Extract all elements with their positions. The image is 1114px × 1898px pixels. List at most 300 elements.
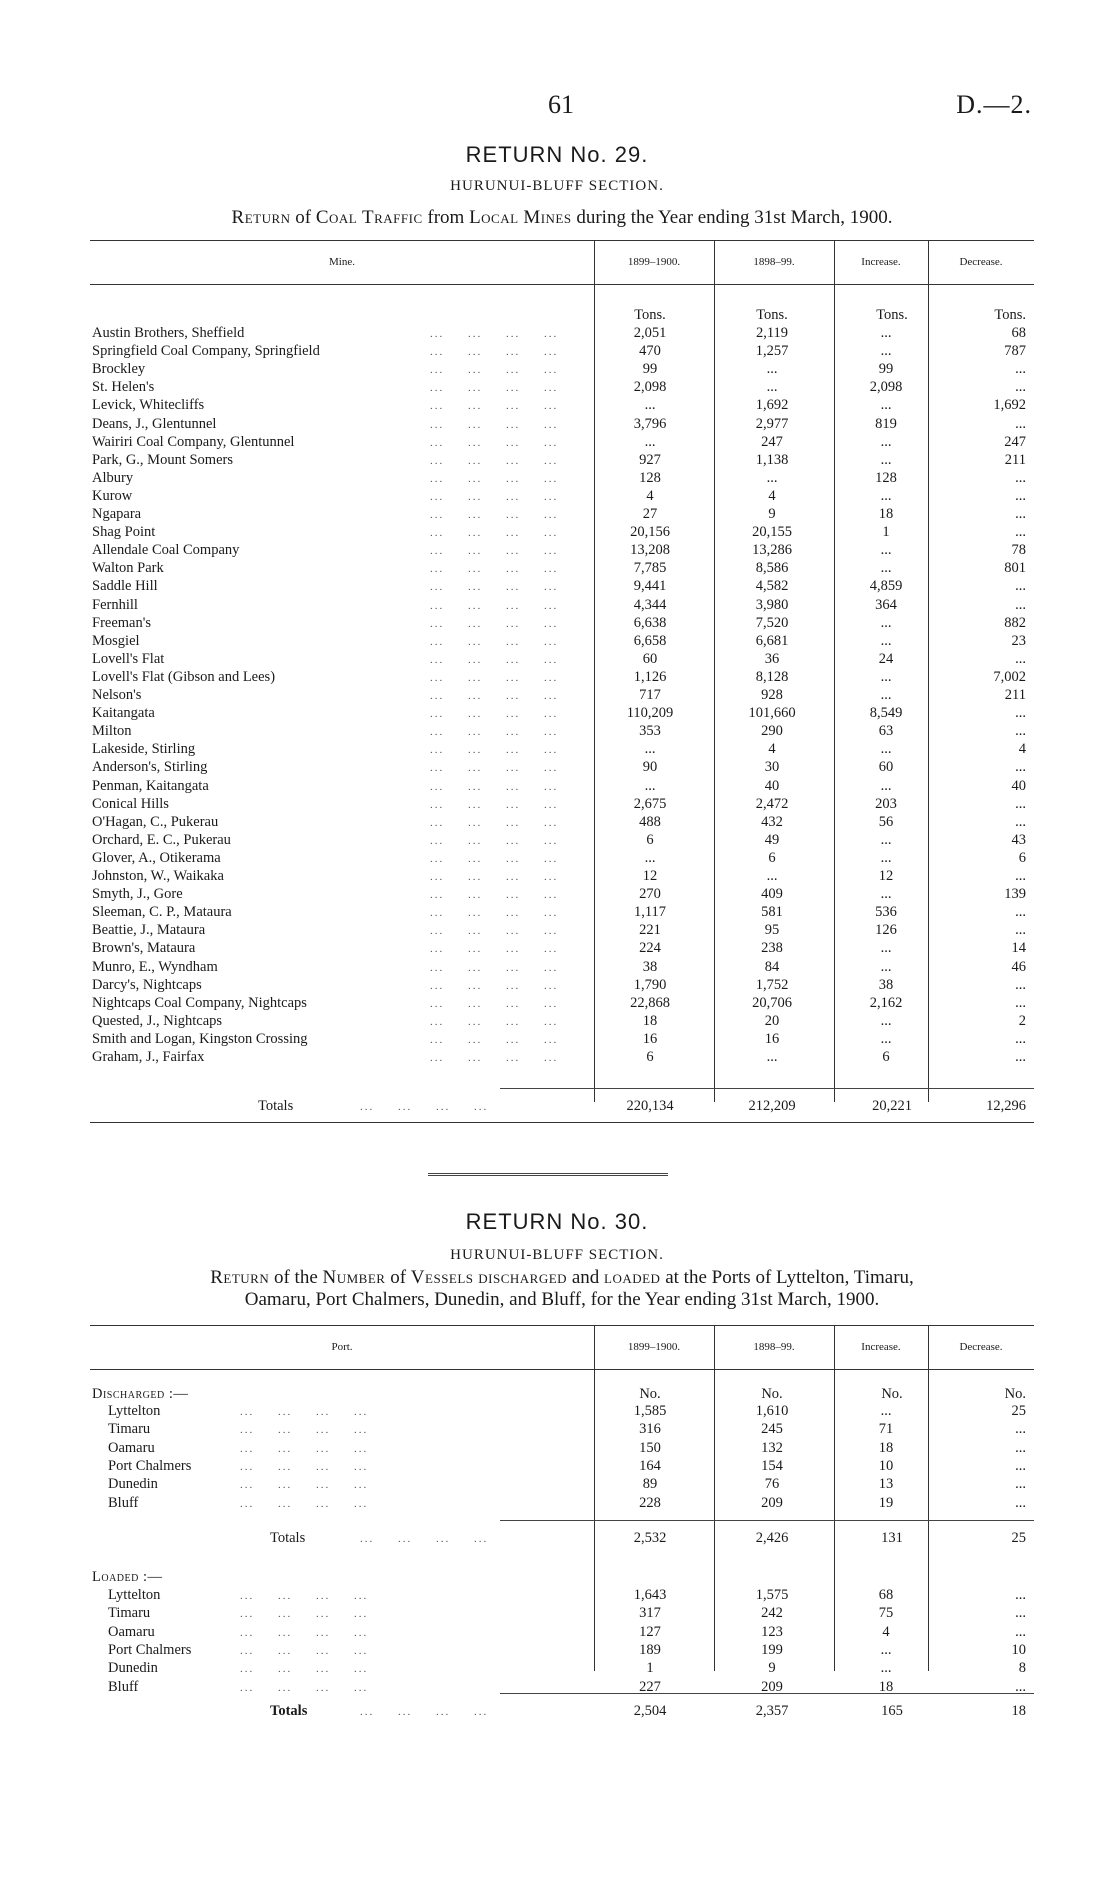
table-row: Saddle Hill 9,441 4,582 4,859 ... ... ... ... ... — [92, 578, 1026, 595]
table-row: Sleeman, C. P., Mataura 1,117 581 536 ... ... ... ... ... — [92, 904, 1026, 921]
table-row: Kurow 4 4 ... ... ... ... ... ... — [92, 487, 1026, 504]
value-1898-99: 36 — [764, 650, 780, 667]
table-row: Brockley 99 ... 99 ... ... ... ... ... — [92, 361, 1026, 378]
value-decrease: ... — [1015, 1494, 1026, 1511]
row-name: Penman, Kaitangata — [92, 777, 209, 794]
value-1899-1900: 6,658 — [633, 632, 667, 649]
vessels-table — [90, 1325, 1034, 1719]
value-1899-1900: 353 — [639, 723, 661, 740]
value-1899-1900: 2,051 — [633, 325, 667, 341]
table-row: Bluff 228 209 19 ... ... ... ... ... — [108, 1494, 1026, 1511]
value-1899-1900: 227 — [639, 1678, 661, 1695]
table-row: Timaru 316 245 71 ... ... ... ... ... — [108, 1421, 1026, 1438]
value-1898-99: 4,582 — [755, 578, 789, 595]
value-1899-1900: 270 — [639, 886, 661, 903]
value-decrease: ... — [1015, 904, 1026, 921]
value-decrease: ... — [1015, 1678, 1026, 1695]
value-1898-99: 1,575 — [755, 1587, 789, 1603]
value-1898-99: 9 — [768, 1660, 776, 1677]
value-1899-1900: 150 — [639, 1439, 661, 1456]
value-1898-99: 245 — [761, 1421, 783, 1438]
value-increase: 18 — [878, 506, 894, 522]
table-row: Penman, Kaitangata ... 40 ... 40 ... ... ... ... — [92, 777, 1026, 794]
value-increase: ... — [880, 1660, 892, 1677]
row-name: Beattie, J., Mataura — [92, 922, 206, 939]
value-1898-99: 123 — [761, 1623, 783, 1640]
value-1899-1900: 1,117 — [633, 904, 667, 921]
value-1898-99: 1,692 — [755, 397, 789, 414]
value-1898-99: 209 — [761, 1678, 783, 1695]
value-decrease: ... — [1015, 578, 1026, 595]
value-increase: 8,549 — [869, 705, 903, 722]
value-increase: ... — [880, 433, 892, 450]
table-row: Dunedin 1 9 ... 8 ... ... ... ... — [108, 1660, 1026, 1677]
row-name: Albury — [92, 469, 134, 486]
value-1899-1900: 1,643 — [633, 1587, 667, 1603]
table-row: Fernhill 4,344 3,980 364 ... ... ... ... ... — [92, 596, 1026, 613]
value-1898-99: 199 — [761, 1641, 783, 1658]
value-increase: ... — [880, 325, 892, 341]
row-name: St. Helen's — [92, 379, 155, 396]
value-increase: ... — [880, 542, 892, 559]
total-increase: 20,221 — [872, 1098, 912, 1114]
value-decrease: ... — [1015, 795, 1026, 812]
row-name: Shag Point — [92, 524, 156, 541]
table-row: Graham, J., Fairfax 6 ... 6 ... ... ... ... ... — [92, 1049, 1026, 1065]
value-increase: 203 — [875, 795, 897, 812]
value-decrease: ... — [1015, 868, 1026, 884]
value-increase: ... — [880, 1641, 892, 1658]
value-decrease: ... — [1015, 469, 1026, 486]
table-row: Wairiri Coal Company, Glentunnel ... 247 ... 247 ... ... ... ... — [92, 433, 1026, 450]
row-name: Levick, Whitecliffs — [92, 397, 205, 414]
return-29-caption: Return of Coal Traffic from Local Mines during the Year ending 31st March, 1900. — [231, 207, 893, 228]
table-row: Bluff 227 209 18 ... ... ... ... ... — [108, 1678, 1026, 1695]
value-1899-1900: 90 — [642, 759, 658, 776]
row-name: Lovell's Flat (Gibson and Lees) — [92, 668, 276, 685]
row-name: Timaru — [108, 1421, 151, 1438]
table-row: Dunedin 89 76 13 ... ... ... ... ... — [108, 1476, 1026, 1493]
value-1899-1900: 60 — [642, 650, 658, 667]
value-increase: 819 — [875, 415, 897, 432]
value-1898-99: 409 — [761, 886, 783, 903]
table-row: Anderson's, Stirling 90 30 60 ... ... ... ... ... — [92, 759, 1026, 776]
value-1898-99: 247 — [761, 433, 783, 450]
value-decrease: 46 — [1011, 958, 1026, 975]
value-decrease: ... — [1015, 1421, 1026, 1438]
value-decrease: ... — [1015, 524, 1026, 541]
value-1898-99: 928 — [761, 687, 783, 703]
value-1899-1900: 18 — [642, 1012, 658, 1029]
row-name: Brown's, Mataura — [92, 940, 196, 957]
value-1899-1900: 22,868 — [630, 994, 670, 1011]
total-1899-1900: 220,134 — [626, 1098, 674, 1114]
value-decrease: ... — [1015, 1457, 1026, 1474]
value-1899-1900: 1 — [646, 1660, 654, 1677]
value-1898-99: 2,119 — [755, 325, 789, 341]
value-1898-99: 20 — [764, 1012, 780, 1029]
row-name: Bluff — [108, 1678, 139, 1695]
table-row: Lovell's Flat (Gibson and Lees) 1,126 8,128 ... 7,002 ... ... ... ... — [92, 668, 1026, 685]
value-decrease: 4 — [1018, 741, 1026, 758]
row-name: Graham, J., Fairfax — [92, 1049, 205, 1065]
row-name: Quested, J., Nightcaps — [92, 1012, 223, 1029]
value-1898-99: ... — [766, 868, 778, 884]
value-1898-99: 6 — [768, 849, 776, 866]
discharged-label: Discharged :— — [92, 1386, 189, 1402]
row-name: Darcy's, Nightcaps — [92, 976, 202, 993]
value-increase: 63 — [878, 723, 894, 740]
value-decrease: ... — [1015, 1439, 1026, 1456]
row-name: Orchard, E. C., Pukerau — [92, 831, 231, 848]
value-increase: ... — [880, 1030, 892, 1047]
value-decrease: ... — [1015, 723, 1026, 740]
table-row: Park, G., Mount Somers 927 1,138 ... 211 ... ... ... ... — [92, 451, 1026, 468]
value-decrease: ... — [1015, 1030, 1026, 1047]
table-row: Shag Point 20,156 20,155 1 ... ... ... ... ... — [92, 524, 1026, 541]
value-decrease: ... — [1015, 1605, 1026, 1622]
value-1899-1900: 2,675 — [633, 795, 667, 812]
document-reference: D.—2. — [956, 90, 1032, 119]
value-1898-99: 2,472 — [755, 795, 789, 812]
section-divider — [428, 1173, 668, 1176]
discharged-totals-row: Totals ... ... ... ... 2,532 2,426 131 25 — [270, 1530, 1026, 1546]
page-header — [0, 90, 1114, 120]
row-name: Allendale Coal Company — [92, 542, 240, 559]
loaded-label: Loaded :— — [92, 1569, 163, 1585]
row-name: Wairiri Coal Company, Glentunnel — [92, 433, 295, 450]
value-1898-99: 30 — [764, 759, 780, 776]
value-increase: 19 — [878, 1494, 894, 1511]
value-1899-1900: ... — [644, 397, 656, 414]
col-header-decrease: Decrease. — [959, 1341, 1003, 1353]
col-header-increase: Increase. — [861, 256, 901, 268]
value-1898-99: 242 — [761, 1605, 783, 1622]
value-increase: ... — [880, 632, 892, 649]
value-increase: ... — [880, 451, 892, 468]
value-1898-99: ... — [766, 361, 778, 378]
row-name: Austin Brothers, Sheffield — [92, 325, 245, 341]
value-1898-99: 154 — [761, 1457, 783, 1474]
value-decrease: ... — [1015, 650, 1026, 667]
value-decrease: 43 — [1011, 831, 1026, 848]
value-1898-99: 76 — [764, 1476, 780, 1493]
value-increase: 24 — [878, 650, 894, 667]
value-decrease: 2 — [1018, 1012, 1026, 1029]
table-row: O'Hagan, C., Pukerau 488 432 56 ... ... ... ... ... — [92, 813, 1026, 830]
row-name: Smyth, J., Gore — [92, 886, 183, 903]
value-1899-1900: 13,208 — [630, 542, 670, 559]
table-row: Lyttelton 1,643 1,575 68 ... ... ... ... ... — [108, 1587, 1026, 1603]
table-row: Smith and Logan, Kingston Crossing 16 16 ... ... ... ... ... ... — [92, 1030, 1026, 1047]
row-name: Springfield Coal Company, Springfield — [92, 343, 320, 360]
value-increase: ... — [880, 1403, 892, 1419]
value-1899-1900: 4 — [646, 487, 654, 504]
table-row: Lakeside, Stirling ... 4 ... 4 ... ... ... ... — [92, 741, 1026, 758]
value-decrease: ... — [1015, 1049, 1026, 1065]
value-decrease: ... — [1015, 487, 1026, 504]
value-1899-1900: 16 — [642, 1030, 658, 1047]
value-decrease: 801 — [1004, 560, 1026, 577]
value-increase: ... — [880, 687, 892, 703]
value-1898-99: 290 — [761, 723, 783, 740]
value-increase: 18 — [878, 1678, 894, 1695]
row-name: Milton — [92, 723, 132, 740]
table-row: Austin Brothers, Sheffield 2,051 2,119 ... 68 ... ... ... ... — [92, 325, 1026, 341]
col-header-1898-99: 1898–99. — [753, 256, 795, 268]
table-row: Kaitangata 110,209 101,660 8,549 ... ... ... ... ... — [92, 705, 1026, 722]
table-row: Timaru 317 242 75 ... ... ... ... ... — [108, 1605, 1026, 1622]
value-1898-99: 2,977 — [755, 415, 789, 432]
table-row: Glover, A., Otikerama ... 6 ... 6 ... ... ... ... — [92, 849, 1026, 866]
value-1898-99: 6,681 — [755, 632, 789, 649]
value-decrease: 6 — [1018, 849, 1026, 866]
value-decrease: 40 — [1011, 777, 1026, 794]
value-increase: ... — [880, 741, 892, 758]
table-row: Munro, E., Wyndham 38 84 ... 46 ... ... ... ... — [92, 958, 1026, 975]
value-1899-1900: 89 — [642, 1476, 658, 1493]
table-row: Quested, J., Nightcaps 18 20 ... 2 ... ... ... ... — [92, 1012, 1026, 1029]
value-1899-1900: 127 — [639, 1623, 661, 1640]
row-name: Lovell's Flat — [92, 650, 165, 667]
value-1898-99: 238 — [761, 940, 783, 957]
col-header-increase: Increase. — [861, 1341, 901, 1353]
value-1899-1900: 6,638 — [633, 614, 667, 631]
return-29-title: RETURN No. 29. — [465, 142, 649, 167]
table-row: Orchard, E. C., Pukerau 6 49 ... 43 ... ... ... ... — [92, 831, 1026, 848]
table-row: Oamaru 150 132 18 ... ... ... ... ... — [108, 1439, 1026, 1456]
value-1898-99: 20,155 — [752, 524, 792, 541]
value-1899-1900: 2,098 — [633, 379, 667, 396]
value-1898-99: 84 — [764, 958, 780, 975]
row-name: Deans, J., Glentunnel — [92, 415, 217, 432]
value-1899-1900: ... — [644, 433, 656, 450]
col-header-port: Port. — [331, 1341, 353, 1353]
row-name: Munro, E., Wyndham — [92, 958, 218, 975]
value-1899-1900: 110,209 — [626, 705, 674, 722]
return-29-section: HURUNUI-BLUFF SECTION. — [450, 178, 664, 194]
row-name: Oamaru — [108, 1439, 155, 1456]
value-1898-99: 9 — [768, 506, 776, 522]
value-1899-1900: 1,126 — [633, 668, 667, 685]
row-name: Fernhill — [92, 596, 138, 613]
value-decrease: ... — [1015, 415, 1026, 432]
totals-row: Totals ... ... ... ... 220,134 212,209 20,221 12,296 — [258, 1098, 1026, 1114]
value-1899-1900: ... — [644, 849, 656, 866]
return-30-title: RETURN No. 30. — [465, 1209, 649, 1234]
row-name: Dunedin — [108, 1476, 158, 1493]
row-name: Mosgiel — [92, 632, 140, 649]
coal-traffic-table — [90, 240, 1034, 1120]
value-1898-99: 49 — [764, 831, 780, 848]
value-1899-1900: 224 — [639, 940, 661, 957]
value-decrease: ... — [1015, 813, 1026, 830]
value-increase: ... — [880, 849, 892, 866]
value-1899-1900: 38 — [642, 958, 658, 975]
value-1898-99: 20,706 — [752, 994, 792, 1011]
value-1898-99: 101,660 — [748, 705, 796, 722]
value-increase: ... — [880, 614, 892, 631]
value-1898-99: 3,980 — [755, 596, 789, 613]
value-increase: 18 — [878, 1439, 894, 1456]
value-1899-1900: 228 — [639, 1494, 661, 1511]
row-name: Lakeside, Stirling — [92, 741, 196, 758]
table-row: Lovell's Flat 60 36 24 ... ... ... ... ... — [92, 650, 1026, 667]
row-name: Oamaru — [108, 1623, 155, 1640]
row-name: Dunedin — [108, 1660, 158, 1677]
value-increase: 128 — [875, 469, 897, 486]
table-row: Smyth, J., Gore 270 409 ... 139 ... ... ... ... — [92, 886, 1026, 903]
value-decrease: ... — [1015, 506, 1026, 522]
value-decrease: 68 — [1011, 325, 1026, 341]
table-row: Nightcaps Coal Company, Nightcaps 22,868 20,706 2,162 ... ... ... ... ... — [92, 994, 1026, 1011]
value-1898-99: 95 — [764, 922, 780, 939]
col-header-decrease: Decrease. — [959, 256, 1003, 268]
value-1899-1900: 12 — [642, 868, 658, 884]
value-1899-1900: 128 — [639, 469, 661, 486]
row-name: Nelson's — [92, 687, 142, 703]
row-name: Kaitangata — [92, 705, 155, 722]
value-1899-1900: 99 — [642, 361, 658, 378]
value-increase: ... — [880, 487, 892, 504]
row-name: Park, G., Mount Somers — [92, 451, 233, 468]
value-increase: 2,162 — [869, 994, 903, 1011]
loaded-header-row — [90, 1569, 1034, 1587]
value-increase: 10 — [878, 1457, 894, 1474]
table-row: Nelson's 717 928 ... 211 ... ... ... ... — [92, 687, 1026, 703]
table-row: Allendale Coal Company 13,208 13,286 ... 78 ... ... ... ... — [92, 542, 1026, 559]
return-30-caption: Return of the Number of Vessels discharged and loaded at the Ports of Lyttelton, Timaru, Oamaru, Port Chalmers, Dunedin, and Bluff, for the Year ending 31st March, 1900. — [210, 1267, 914, 1310]
table-row: Milton 353 290 63 ... ... ... ... ... — [92, 723, 1026, 740]
value-increase: 71 — [878, 1421, 894, 1438]
value-1898-99: 1,752 — [755, 976, 789, 993]
value-increase: ... — [880, 940, 892, 957]
table-row: Levick, Whitecliffs ... 1,692 ... 1,692 ... ... ... ... — [92, 397, 1026, 414]
value-increase: ... — [880, 560, 892, 577]
table-row: Deans, J., Glentunnel 3,796 2,977 819 ... ... ... ... ... — [92, 415, 1026, 432]
row-name: Brockley — [92, 361, 146, 378]
value-decrease: 7,002 — [993, 668, 1026, 685]
value-1899-1900: 927 — [639, 451, 661, 468]
value-decrease: ... — [1015, 759, 1026, 776]
value-decrease: ... — [1015, 922, 1026, 939]
table-row: Beattie, J., Mataura 221 95 126 ... ... ... ... ... — [92, 922, 1026, 939]
col-header-mine: Mine. — [329, 256, 355, 268]
row-name: Freeman's — [92, 614, 151, 631]
total-1898-99: 212,209 — [748, 1098, 796, 1114]
page-number: 61 — [548, 90, 574, 119]
value-increase: 75 — [878, 1605, 894, 1622]
table-row: Conical Hills 2,675 2,472 203 ... ... ... ... ... — [92, 795, 1026, 812]
value-1898-99: 13,286 — [752, 542, 792, 559]
table-row: Johnston, W., Waikaka 12 ... 12 ... ... ... ... ... — [92, 868, 1026, 884]
value-increase: 4 — [882, 1623, 890, 1640]
value-decrease: 8 — [1018, 1660, 1026, 1677]
value-increase: 12 — [878, 868, 894, 884]
row-name: Conical Hills — [92, 795, 169, 812]
row-name: Anderson's, Stirling — [92, 759, 208, 776]
row-name: Glover, A., Otikerama — [92, 849, 221, 866]
value-1899-1900: ... — [644, 741, 656, 758]
value-1899-1900: 488 — [639, 813, 661, 830]
value-1898-99: 432 — [761, 813, 783, 830]
return-30-section: HURUNUI-BLUFF SECTION. — [450, 1247, 664, 1263]
discharged-header-row: Discharged :— No. No. No. No. — [92, 1386, 1026, 1402]
value-1899-1900: 221 — [639, 922, 661, 939]
value-increase: ... — [880, 831, 892, 848]
value-1898-99: ... — [766, 1049, 778, 1065]
table-row: Brown's, Mataura 224 238 ... 14 ... ... ... ... — [92, 940, 1026, 957]
value-1899-1900: 470 — [639, 343, 661, 360]
value-1899-1900: 9,441 — [633, 578, 667, 595]
row-name: Lyttelton — [108, 1587, 161, 1603]
table-row: Mosgiel 6,658 6,681 ... 23 ... ... ... ... — [92, 632, 1026, 649]
value-increase: 1 — [882, 524, 890, 541]
row-name: O'Hagan, C., Pukerau — [92, 813, 219, 830]
value-decrease: ... — [1015, 994, 1026, 1011]
value-decrease: 247 — [1004, 433, 1026, 450]
value-decrease: 1,692 — [993, 397, 1026, 414]
row-name: Smith and Logan, Kingston Crossing — [92, 1030, 308, 1047]
value-1898-99: 1,610 — [755, 1403, 789, 1419]
value-decrease: ... — [1015, 1623, 1026, 1640]
value-1898-99: 581 — [761, 904, 783, 921]
row-name: Sleeman, C. P., Mataura — [92, 904, 232, 921]
row-name: Lyttelton — [108, 1403, 161, 1419]
value-decrease: 25 — [1011, 1403, 1026, 1419]
value-increase: ... — [880, 958, 892, 975]
value-1899-1900: 6 — [646, 1049, 654, 1065]
row-name: Walton Park — [92, 560, 164, 577]
value-1898-99: 1,138 — [755, 451, 789, 468]
value-increase: 2,098 — [869, 379, 903, 396]
row-name: Nightcaps Coal Company, Nightcaps — [92, 994, 307, 1011]
value-1898-99: 40 — [764, 777, 780, 794]
row-name: Timaru — [108, 1605, 151, 1622]
value-increase: 364 — [875, 596, 897, 613]
table-row: Ngapara 27 9 18 ... ... ... ... ... — [92, 506, 1026, 522]
value-1899-1900: 1,790 — [633, 976, 667, 993]
table-row: Freeman's 6,638 7,520 ... 882 ... ... ... ... — [92, 614, 1026, 631]
value-increase: 4,859 — [869, 578, 903, 595]
value-increase: 68 — [878, 1587, 894, 1603]
value-1899-1900: 27 — [642, 506, 658, 522]
value-1899-1900: 7,785 — [633, 560, 667, 577]
value-increase: ... — [880, 668, 892, 685]
row-name: Saddle Hill — [92, 578, 158, 595]
value-decrease: ... — [1015, 361, 1026, 378]
value-1899-1900: 6 — [646, 831, 654, 848]
value-1898-99: 8,586 — [755, 560, 789, 577]
value-decrease: 10 — [1011, 1641, 1026, 1658]
value-increase: ... — [880, 343, 892, 360]
row-name: Ngapara — [92, 506, 142, 522]
row-name: Johnston, W., Waikaka — [92, 868, 224, 884]
row-name: Port Chalmers — [108, 1641, 192, 1658]
table-row: Darcy's, Nightcaps 1,790 1,752 38 ... ... ... ... ... — [92, 976, 1026, 993]
value-decrease: 882 — [1004, 614, 1026, 631]
col-header-1899-1900: 1899–1900. — [627, 256, 681, 268]
value-decrease: ... — [1015, 976, 1026, 993]
value-1899-1900: 189 — [639, 1641, 661, 1658]
value-decrease: 139 — [1004, 886, 1026, 903]
value-1898-99: 1,257 — [755, 343, 789, 360]
row-name: Kurow — [92, 487, 133, 504]
total-decrease: 12,296 — [986, 1098, 1026, 1114]
value-increase: 38 — [878, 976, 894, 993]
value-1899-1900: 717 — [639, 687, 661, 703]
loaded-totals-row: Totals ... ... ... ... 2,504 2,357 165 18 — [270, 1703, 1026, 1719]
